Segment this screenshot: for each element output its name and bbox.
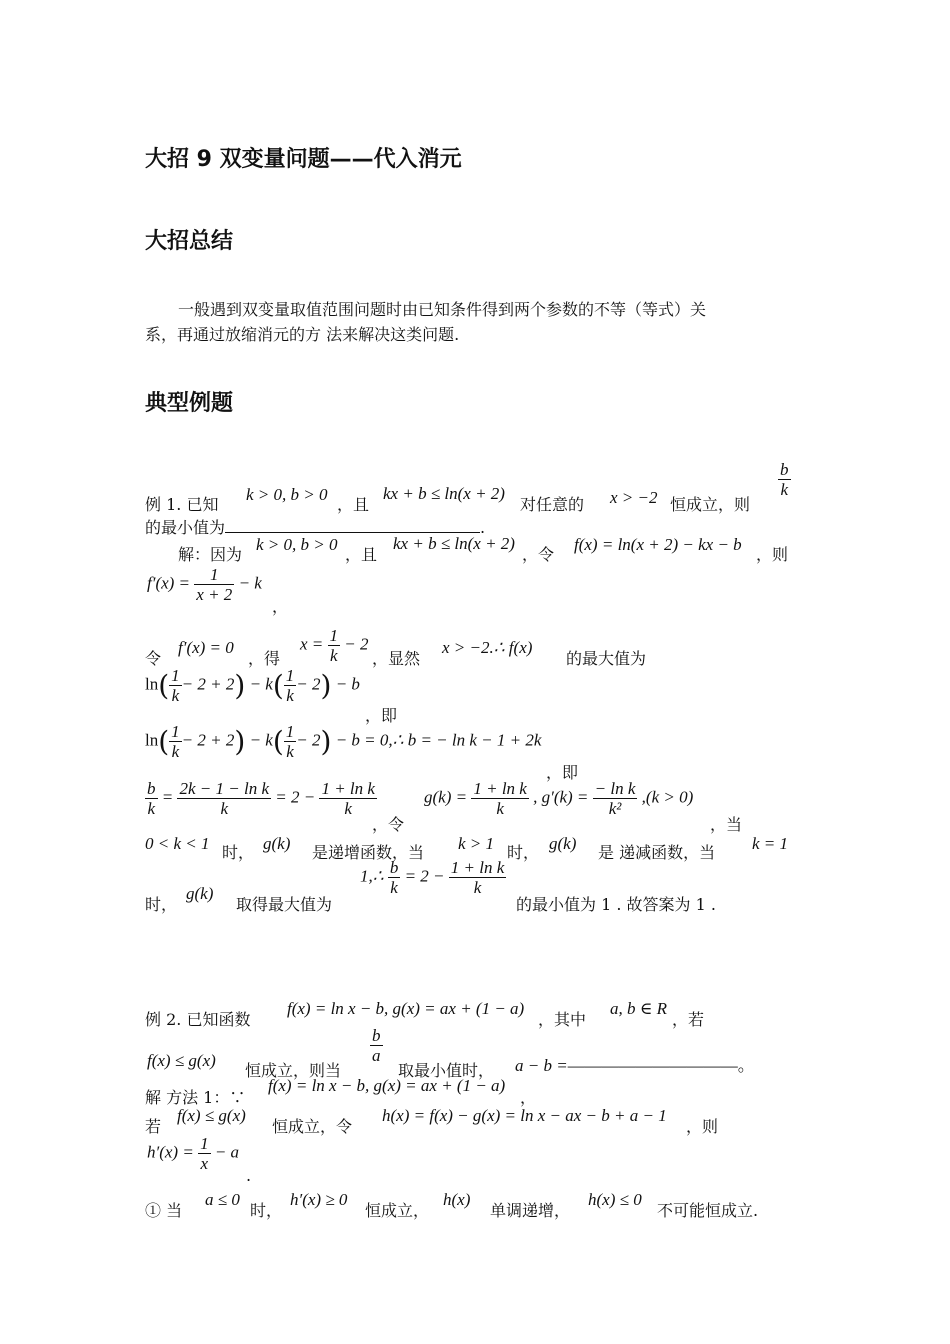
ex2-ale0: a ≤ 0 xyxy=(205,1190,240,1209)
ex2-hx: h(x) xyxy=(443,1190,471,1209)
summary-line-1: 一般遇到双变量取值范围问题时由已知条件得到两个参数的不等（等式）关 xyxy=(178,300,707,319)
ex1-cond: k > 0, b > 0 xyxy=(246,485,328,504)
ex1-time1: 时， xyxy=(222,843,255,862)
ex1-gk3: g(k) xyxy=(186,884,214,903)
ex2-where: ，其中 xyxy=(538,1010,587,1029)
ex1-result: 1,∴ $\frac{b}{k}$ = 2 − $\frac{\text{1 + ln k}}{k}$ xyxy=(360,858,505,897)
ex1-xeq: x = $\frac{1}{k}$ − 2 xyxy=(300,626,369,665)
ex2-dot: . xyxy=(246,1166,252,1185)
ex2-fleg2: f(x) ≤ g(x) xyxy=(177,1106,246,1125)
ex1-xgt: x > −2.∴ f(x) xyxy=(442,638,533,657)
ex1-then: ，则 xyxy=(756,545,789,564)
ex1-keq1: k = 1 xyxy=(752,834,789,853)
ex2-holds: 恒成立，则当 xyxy=(245,1061,342,1080)
ex2-hc: 恒成立，令 xyxy=(272,1117,353,1136)
ex2-takemin: 取最小值时， xyxy=(398,1061,495,1080)
ex1-eq0: ln( $\frac{1}{k}$ − 2 + 2) − k( $\frac{1}{k}$ − 2) − b = 0,∴ b = − ln k − 1 + 2k xyxy=(145,722,542,761)
ex1-fp0: f′(x) = 0 xyxy=(178,638,234,657)
ex1-dec: 是 递减函数，当 xyxy=(598,843,716,862)
ex1-sol-label: 解：因为 xyxy=(178,545,243,564)
ex2-case1: ① 当 xyxy=(145,1201,183,1220)
ex1-ratio: $\frac{b}{k}$ = $\frac{\text{2k − 1 − ln k}}{k}$ = 2 − $\frac{\text{1 + ln k}}{k}$ xyxy=(147,779,375,818)
ex1-maxis: 的最大值为 xyxy=(566,649,647,668)
ex2-time: 时， xyxy=(250,1201,283,1220)
ex2-hdef: h(x) = f(x) − g(x) = ln x − ax − b + a − 1 xyxy=(382,1106,667,1125)
ex1-kgt1: k > 1 xyxy=(458,834,495,853)
ex2-amb: a − b =——————————。 xyxy=(515,1056,755,1075)
ex1-let2: 令 xyxy=(145,649,162,668)
examples-heading: 典型例题 xyxy=(145,391,234,416)
ex1-let3: ，令 xyxy=(372,815,405,834)
ex2-comma: ， xyxy=(520,1088,537,1107)
ex2-hpge: h′(x) ≥ 0 xyxy=(290,1190,348,1209)
ex1-takes: 取得最大值为 xyxy=(236,895,333,914)
ex2-hprime: h′(x) = $\frac{1}{x}$ − a xyxy=(147,1134,240,1173)
ex1-range1: 0 < k < 1 xyxy=(145,834,210,853)
ex2-frac-b-a: $\frac{b}{a}$ xyxy=(372,1026,381,1065)
ex1-min-line: 的最小值为 . xyxy=(145,518,486,537)
ex2-impossible: 不可能恒成立. xyxy=(657,1201,759,1220)
ex1-xcond: x > −2 xyxy=(610,488,658,507)
ex2-ruo: 若 xyxy=(145,1117,162,1136)
ex1-minval: 的最小值为 1 . 故答案为 1 . xyxy=(516,895,716,914)
ex2-fg2: f(x) = ln x − b, g(x) = ax + (1 − a) xyxy=(268,1076,506,1095)
ex1-sol-and: ，且 xyxy=(345,545,378,564)
ex1-any: 对任意的 xyxy=(520,495,585,514)
summary-line-2: 系，再通过放缩消元的方 法来解决这类问题. xyxy=(145,325,460,344)
ex2-then: ，则 xyxy=(686,1117,719,1136)
ex2-label: 例 2. 已知函数 xyxy=(145,1010,251,1029)
ex1-when: ，当 xyxy=(710,815,743,834)
ex2-mono: 单调递增， xyxy=(490,1201,571,1220)
ex1-gk1: g(k) xyxy=(263,834,291,853)
ex1-sol-let: ，令 xyxy=(522,545,555,564)
ex1-inc: 是递增函数，当 xyxy=(312,843,425,862)
ex2-hxle: h(x) ≤ 0 xyxy=(588,1190,642,1209)
answer-blank xyxy=(225,518,480,533)
page-title: 大招 9 双变量问题——代入消元 xyxy=(145,147,462,172)
ex1-ineq: kx + b ≤ ln(x + 2) xyxy=(383,484,505,503)
ex1-sol-ineq: kx + b ≤ ln(x + 2) xyxy=(393,534,515,553)
ex1-fdef: f(x) = ln(x + 2) − kx − b xyxy=(574,535,742,554)
ex1-time2: 时， xyxy=(507,843,540,862)
ex1-ie: ，即 xyxy=(365,706,398,725)
ex1-time3: 时， xyxy=(145,895,178,914)
ex2-sol: 解 方法 1：∵ xyxy=(145,1088,246,1107)
ex1-comma: ， xyxy=(272,597,289,616)
ex2-abR: a, b ∈ R xyxy=(610,999,667,1018)
ex1-fprime: f′(x) = $\frac{1}{x + 2}$ − k xyxy=(147,565,262,604)
ex1-sol-cond: k > 0, b > 0 xyxy=(256,535,338,554)
ex1-label: 例 1. 已知 xyxy=(145,495,219,514)
ex2-if: ，若 xyxy=(672,1010,705,1029)
ex1-gdef: g(k) = $\frac{\text{1 + ln k}}{k}$ , g′(k) = $\frac{\text{− ln k}}{\text{k²}}$ ,(k > 0) xyxy=(424,779,694,818)
ex1-frac-b-k: $\frac{b}{k}$ xyxy=(780,460,789,499)
ex2-fg: f(x) = ln x − b, g(x) = ax + (1 − a) xyxy=(287,999,525,1018)
summary-heading: 大招总结 xyxy=(145,229,234,254)
ex1-holds: 恒成立，则 xyxy=(670,495,751,514)
ex1-gk2: g(k) xyxy=(549,834,577,853)
ex1-maxexpr: ln( $\frac{1}{k}$ − 2 + 2) − k( $\frac{1}{k}$ − 2) − b xyxy=(145,666,360,705)
ex2-fleg: f(x) ≤ g(x) xyxy=(147,1051,216,1070)
ex1-obviously: ，显然 xyxy=(372,649,421,668)
ex2-hc2: 恒成立， xyxy=(365,1201,430,1220)
ex1-ie2: ，即 xyxy=(546,763,579,782)
ex1-get: ，得 xyxy=(248,649,281,668)
ex1-and: ，且 xyxy=(337,495,370,514)
